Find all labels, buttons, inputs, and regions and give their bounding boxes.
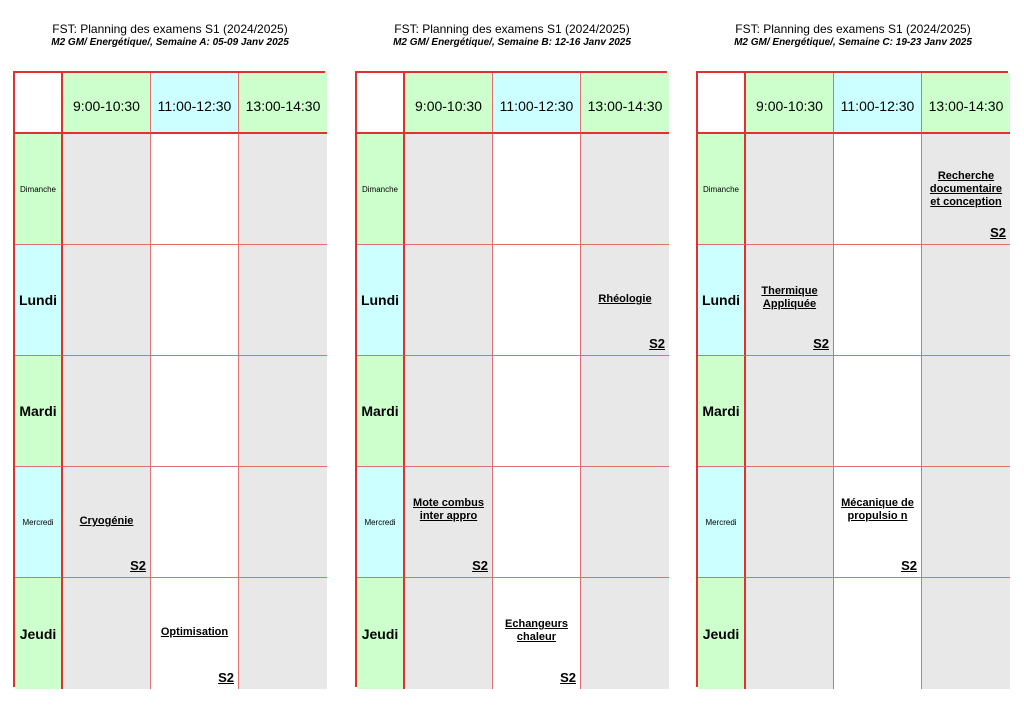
schedule-cell bbox=[151, 356, 239, 467]
schedule-cell bbox=[405, 356, 493, 467]
schedule-cell bbox=[63, 578, 151, 689]
schedule-cell bbox=[151, 578, 239, 689]
day-label: Lundi bbox=[15, 245, 63, 356]
time-slot-header: 11:00-12:30 bbox=[493, 73, 581, 134]
schedule-cell bbox=[63, 245, 151, 356]
schedule-cell bbox=[493, 356, 581, 467]
time-slot-header: 9:00-10:30 bbox=[746, 73, 834, 134]
schedule-panel bbox=[13, 0, 327, 724]
day-label: Lundi bbox=[698, 245, 746, 356]
schedule-cell bbox=[239, 356, 327, 467]
panel-subtitle: M2 GM/ Energétique/, Semaine A: 05-09 Janv 2025 bbox=[51, 37, 289, 48]
day-label: Jeudi bbox=[698, 578, 746, 689]
schedule-cell bbox=[405, 467, 493, 578]
schedule-cell bbox=[151, 134, 239, 245]
schedule-cell bbox=[922, 245, 1010, 356]
schedule-cell bbox=[746, 578, 834, 689]
exam-name: Rhéologie bbox=[598, 293, 652, 305]
exam-session-tag: S2 bbox=[560, 670, 576, 685]
exam-session-tag: S2 bbox=[130, 558, 146, 573]
schedule-cell bbox=[63, 467, 151, 578]
schedule-cell bbox=[493, 134, 581, 245]
day-label: Dimanche bbox=[357, 134, 405, 245]
time-slot-header: 13:00-14:30 bbox=[239, 73, 327, 134]
schedule-grid bbox=[13, 71, 325, 687]
day-label: Dimanche bbox=[698, 134, 746, 245]
time-slot-header: 9:00-10:30 bbox=[405, 73, 493, 134]
exam-name: Mécanique de propulsio n bbox=[841, 497, 914, 522]
panel-title: FST: Planning des examens S1 (2024/2025) bbox=[394, 22, 630, 36]
schedule-cell bbox=[834, 134, 922, 245]
exam-session-tag: S2 bbox=[649, 336, 665, 351]
schedule-cell bbox=[746, 245, 834, 356]
schedule-cell bbox=[922, 467, 1010, 578]
schedule-cell bbox=[493, 467, 581, 578]
day-label: Mercredi bbox=[698, 467, 746, 578]
schedule-cell bbox=[239, 467, 327, 578]
schedule-cell bbox=[581, 467, 669, 578]
time-slot-header: 11:00-12:30 bbox=[151, 73, 239, 134]
schedule-cell bbox=[239, 578, 327, 689]
schedule-panel bbox=[696, 0, 1010, 724]
exam-name: Recherche documentaire et conception bbox=[929, 170, 1003, 208]
panel-subtitle: M2 GM/ Energétique/, Semaine C: 19-23 Janv 2025 bbox=[734, 37, 972, 48]
schedule-cell bbox=[922, 134, 1010, 245]
exam-name: Thermique Appliquée bbox=[761, 285, 818, 310]
schedule-cell bbox=[922, 356, 1010, 467]
day-label: Mardi bbox=[357, 356, 405, 467]
schedule-cell bbox=[581, 245, 669, 356]
schedule-cell bbox=[239, 134, 327, 245]
schedule-cell bbox=[405, 578, 493, 689]
schedule-cell bbox=[239, 245, 327, 356]
time-slot-header: 9:00-10:30 bbox=[63, 73, 151, 134]
schedule-grid bbox=[355, 71, 667, 687]
panel-title: FST: Planning des examens S1 (2024/2025) bbox=[52, 22, 288, 36]
schedule-cell bbox=[746, 134, 834, 245]
schedule-cell bbox=[151, 245, 239, 356]
schedule-grid bbox=[696, 71, 1008, 687]
time-slot-header: 11:00-12:30 bbox=[834, 73, 922, 134]
schedule-cell bbox=[834, 245, 922, 356]
schedule-cell bbox=[746, 467, 834, 578]
exam-name: Mote combus inter appro bbox=[413, 497, 484, 522]
schedule-cell bbox=[493, 245, 581, 356]
exam-name: Optimisation bbox=[160, 626, 229, 638]
day-label: Dimanche bbox=[15, 134, 63, 245]
day-label: Mardi bbox=[698, 356, 746, 467]
schedule-cell bbox=[405, 245, 493, 356]
schedule-cell bbox=[63, 356, 151, 467]
schedule-panel bbox=[355, 0, 669, 724]
schedule-cell bbox=[746, 356, 834, 467]
corner-cell bbox=[698, 73, 746, 134]
schedule-cell bbox=[63, 134, 151, 245]
day-label: Jeudi bbox=[15, 578, 63, 689]
schedule-cell bbox=[922, 578, 1010, 689]
exam-session-tag: S2 bbox=[901, 558, 917, 573]
panel-title: FST: Planning des examens S1 (2024/2025) bbox=[735, 22, 971, 36]
exam-session-tag: S2 bbox=[990, 225, 1006, 240]
day-label: Jeudi bbox=[357, 578, 405, 689]
exam-name: Echangeurs chaleur bbox=[505, 618, 568, 643]
exam-session-tag: S2 bbox=[472, 558, 488, 573]
schedule-cell bbox=[834, 578, 922, 689]
exam-name: Cryogénie bbox=[79, 515, 134, 527]
exam-session-tag: S2 bbox=[218, 670, 234, 685]
schedule-cell bbox=[834, 356, 922, 467]
schedule-cell bbox=[581, 134, 669, 245]
day-label: Mercredi bbox=[15, 467, 63, 578]
time-slot-header: 13:00-14:30 bbox=[581, 73, 669, 134]
schedule-cell bbox=[493, 578, 581, 689]
time-slot-header: 13:00-14:30 bbox=[922, 73, 1010, 134]
corner-cell bbox=[357, 73, 405, 134]
schedule-cell bbox=[581, 356, 669, 467]
schedule-cell bbox=[834, 467, 922, 578]
panel-subtitle: M2 GM/ Energétique/, Semaine B: 12-16 Janv 2025 bbox=[393, 37, 631, 48]
day-label: Lundi bbox=[357, 245, 405, 356]
corner-cell bbox=[15, 73, 63, 134]
schedule-cell bbox=[151, 467, 239, 578]
day-label: Mardi bbox=[15, 356, 63, 467]
day-label: Mercredi bbox=[357, 467, 405, 578]
schedule-cell bbox=[581, 578, 669, 689]
schedule-cell bbox=[405, 134, 493, 245]
exam-session-tag: S2 bbox=[813, 336, 829, 351]
